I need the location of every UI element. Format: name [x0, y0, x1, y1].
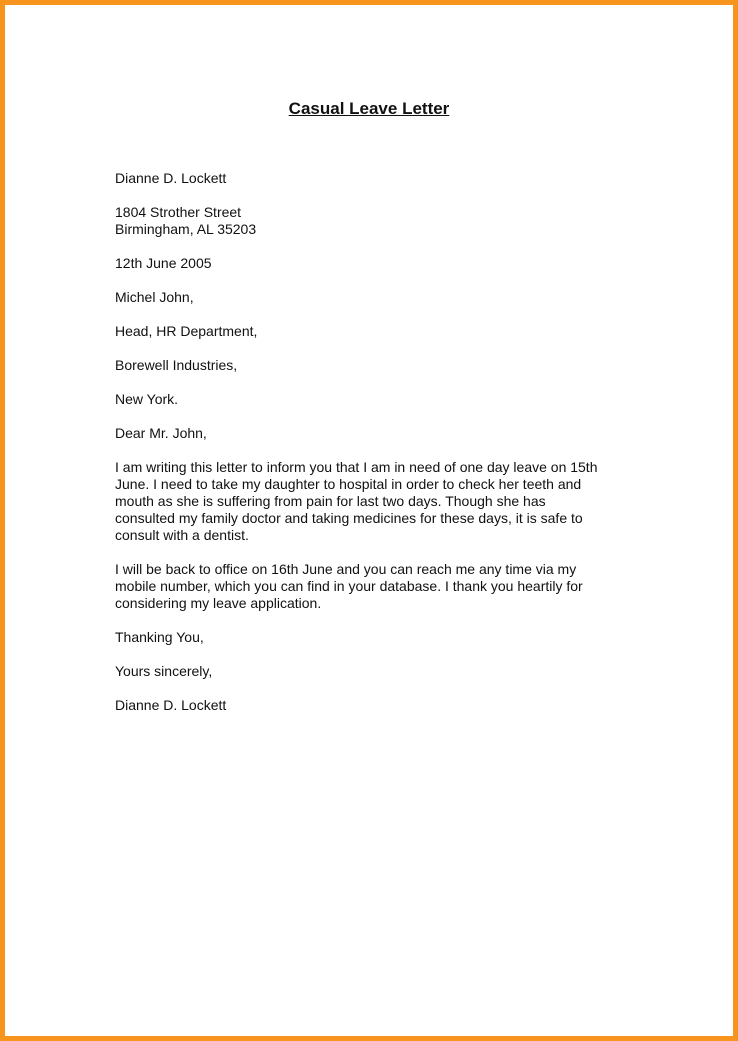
paragraph1-line4: consulted my family doctor and taking medicines for these days, it is safe to: [115, 510, 583, 526]
salutation: Dear Mr. John,: [115, 425, 207, 441]
paragraph1-line5: consult with a dentist.: [115, 527, 249, 543]
paragraph1-line1: I am writing this letter to inform you that I am in need of one day leave on 15th: [115, 459, 598, 475]
closing-thanking: Thanking You,: [115, 629, 204, 645]
sender-address-line1: 1804 Strother Street: [115, 204, 242, 220]
closing-1-block: [115, 629, 635, 646]
body-paragraph-2: [115, 561, 635, 612]
sender-name-block: [115, 170, 635, 187]
letter-body: [115, 170, 635, 714]
paragraph2-line2: mobile number, which you can find in your database. I thank you heartily for: [115, 578, 583, 594]
salutation-block: [115, 425, 635, 442]
recipient-name-block: [115, 289, 635, 306]
sender-name: Dianne D. Lockett: [115, 170, 227, 186]
paragraph1-line2: June. I need to take my daughter to hospital in order to check her teeth and: [115, 476, 582, 492]
body-paragraph-1: [115, 459, 635, 544]
paragraph2-line1: I will be back to office on 16th June and you can reach me any time via my: [115, 561, 577, 577]
recipient-title-block: [115, 323, 635, 340]
recipient-name: Michel John,: [115, 289, 194, 305]
paragraph1-line3: mouth as she is suffering from pain for last two days. Though she has: [115, 493, 546, 509]
paragraph2-line3: considering my leave application.: [115, 595, 322, 611]
letter-title: Casual Leave Letter: [288, 99, 450, 118]
signature-name: Dianne D. Lockett: [115, 697, 227, 713]
recipient-city: New York.: [115, 391, 179, 407]
letter-date-block: [115, 255, 635, 272]
letter-date: 12th June 2005: [115, 255, 212, 271]
closing-sincerely: Yours sincerely,: [115, 663, 213, 679]
sender-address-line2: Birmingham, AL 35203: [115, 221, 257, 237]
recipient-title: Head, HR Department,: [115, 323, 258, 339]
closing-2-block: [115, 663, 635, 680]
recipient-company-block: [115, 357, 635, 374]
signature-block: [115, 697, 635, 714]
recipient-city-block: [115, 391, 635, 408]
recipient-company: Borewell Industries,: [115, 357, 238, 373]
sender-address: [115, 204, 635, 238]
